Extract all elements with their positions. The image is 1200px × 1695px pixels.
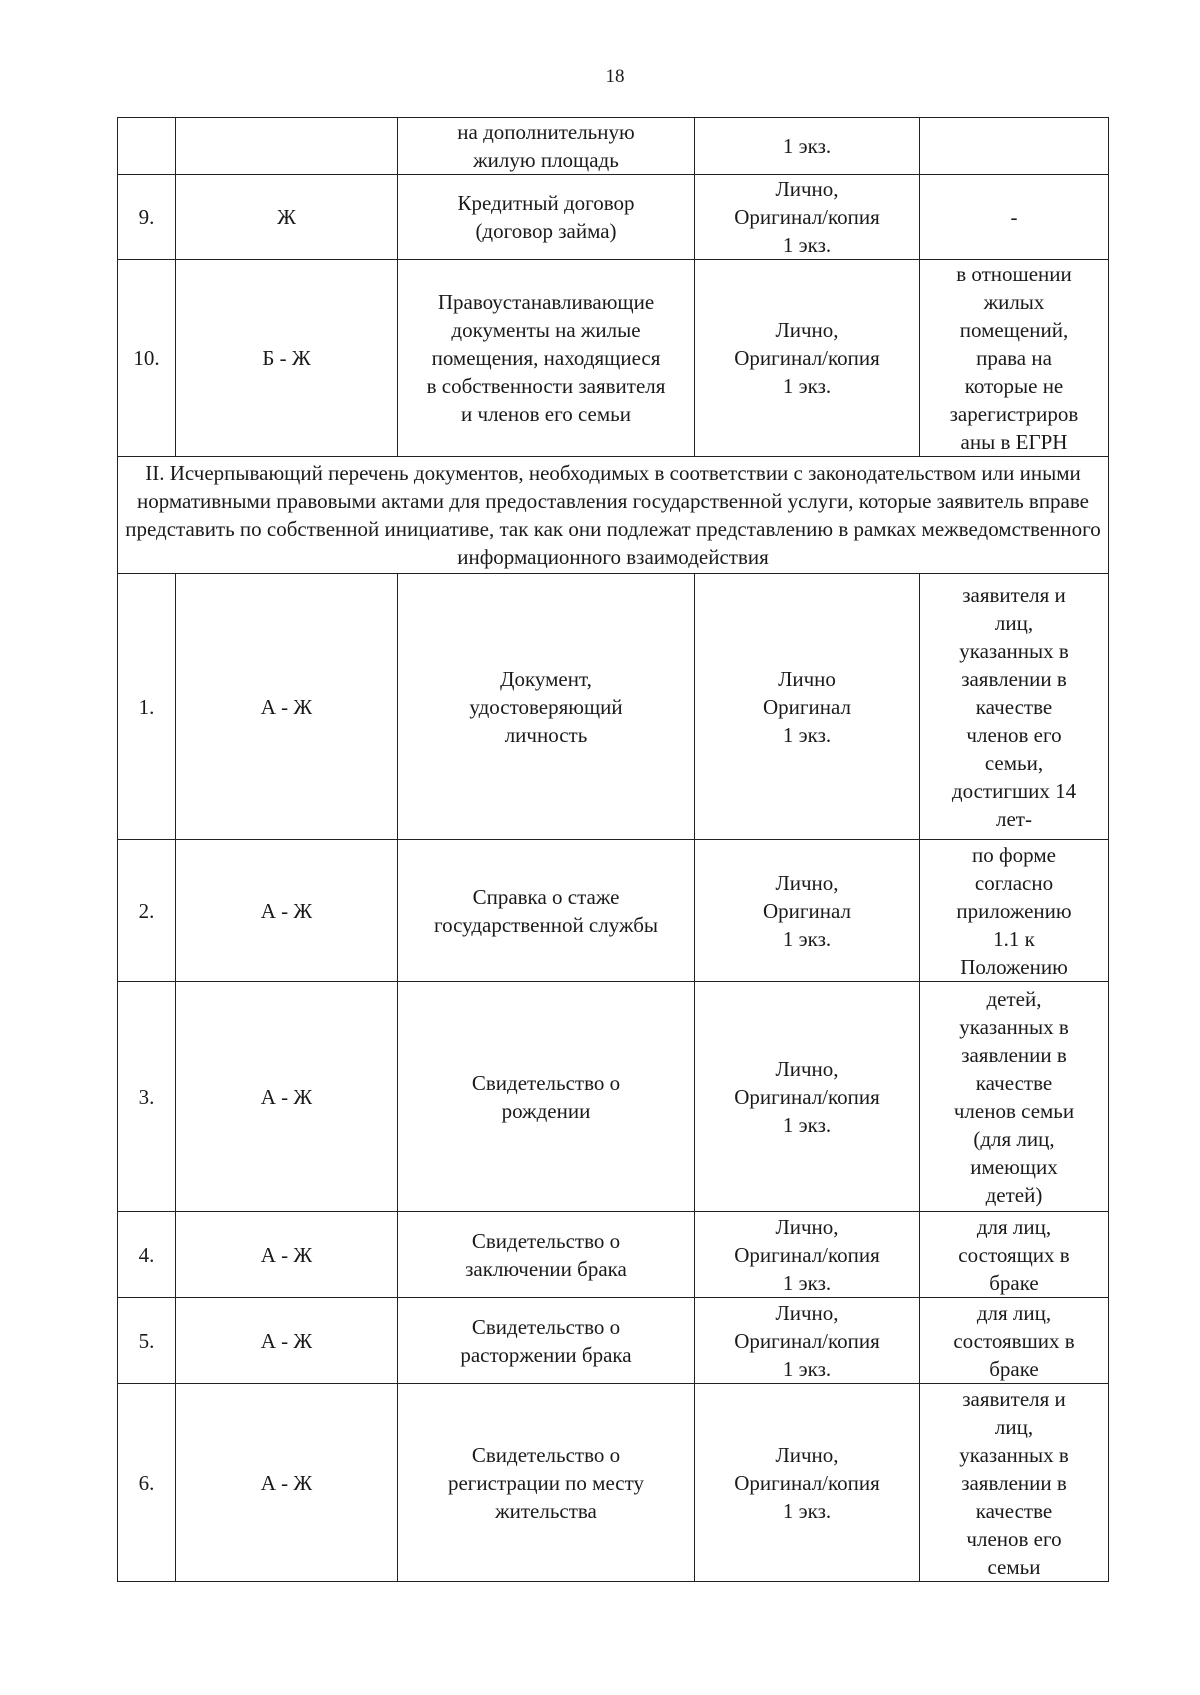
category-cell: А - Ж	[176, 1212, 398, 1298]
documents-table	[117, 117, 1109, 1582]
category-cell: Б - Ж	[176, 260, 398, 457]
category-cell: Ж	[176, 175, 398, 260]
document-name-cell: Документ, удостоверяющий личность	[398, 574, 695, 840]
section-heading-row	[118, 457, 1109, 574]
table-row	[118, 1212, 1109, 1298]
submission-cell: Лично, Оригинал 1 экз.	[695, 840, 920, 982]
submission-cell: 1 экз.	[695, 118, 920, 175]
submission-cell: Лично, Оригинал/копия 1 экз.	[695, 1298, 920, 1384]
submission-cell: Лично Оригинал 1 экз.	[695, 574, 920, 840]
document-name-cell: Кредитный договор (договор займа)	[398, 175, 695, 260]
row-number-cell	[118, 118, 176, 175]
category-cell: А - Ж	[176, 982, 398, 1212]
category-cell: А - Ж	[176, 1384, 398, 1582]
category-cell: А - Ж	[176, 1298, 398, 1384]
submission-cell: Лично, Оригинал/копия 1 экз.	[695, 982, 920, 1212]
table-row	[118, 1298, 1109, 1384]
row-number-cell: 6.	[118, 1384, 176, 1582]
submission-cell: Лично, Оригинал/копия 1 экз.	[695, 1212, 920, 1298]
document-name-cell: Свидетельство о регистрации по месту жительства	[398, 1384, 695, 1582]
note-cell: -	[920, 175, 1109, 260]
page-number: 18	[605, 66, 625, 87]
row-number-cell: 9.	[118, 175, 176, 260]
table-row	[118, 260, 1109, 457]
table-row	[118, 1384, 1109, 1582]
note-cell: для лиц, состоявших в браке	[920, 1298, 1109, 1384]
category-cell: А - Ж	[176, 840, 398, 982]
note-cell	[920, 118, 1109, 175]
document-name-cell: Свидетельство о заключении брака	[398, 1212, 695, 1298]
table-row	[118, 574, 1109, 840]
section-2-heading: II. Исчерпывающий перечень документов, необходимых в соответствии с законодательством или иными нормативными правовыми актами для предоставления государственной услуги, которые заявитель вправе представить по собственной инициативе, так как они подлежат представлению в рамках межведомственного информационного взаимодействия	[118, 457, 1109, 574]
note-cell: в отношении жилых помещений, права на которые не зарегистриров аны в ЕГРН	[920, 260, 1109, 457]
document-name-cell: Свидетельство о рождении	[398, 982, 695, 1212]
document-name-cell: на дополнительную жилую площадь	[398, 118, 695, 175]
category-cell	[176, 118, 398, 175]
submission-cell: Лично, Оригинал/копия 1 экз.	[695, 175, 920, 260]
note-cell: по форме согласно приложению 1.1 к Положению	[920, 840, 1109, 982]
document-name-cell: Справка о стаже государственной службы	[398, 840, 695, 982]
submission-cell: Лично, Оригинал/копия 1 экз.	[695, 1384, 920, 1582]
document-name-cell: Свидетельство о расторжении брака	[398, 1298, 695, 1384]
note-cell: детей, указанных в заявлении в качестве членов семьи (для лиц, имеющих детей)	[920, 982, 1109, 1212]
submission-cell: Лично, Оригинал/копия 1 экз.	[695, 260, 920, 457]
row-number-cell: 1.	[118, 574, 176, 840]
table-row	[118, 118, 1109, 175]
note-cell: заявителя и лиц, указанных в заявлении в качестве членов его семьи	[920, 1384, 1109, 1582]
note-cell: заявителя и лиц, указанных в заявлении в качестве членов его семьи, достигших 14 лет-	[920, 574, 1109, 840]
row-number-cell: 2.	[118, 840, 176, 982]
row-number-cell: 4.	[118, 1212, 176, 1298]
row-number-cell: 10.	[118, 260, 176, 457]
table-row	[118, 982, 1109, 1212]
note-cell: для лиц, состоящих в браке	[920, 1212, 1109, 1298]
table-row	[118, 175, 1109, 260]
row-number-cell: 5.	[118, 1298, 176, 1384]
document-name-cell: Правоустанавливающие документы на жилые помещения, находящиеся в собственности заявителя и членов его семьи	[398, 260, 695, 457]
table-row	[118, 840, 1109, 982]
row-number-cell: 3.	[118, 982, 176, 1212]
category-cell: А - Ж	[176, 574, 398, 840]
